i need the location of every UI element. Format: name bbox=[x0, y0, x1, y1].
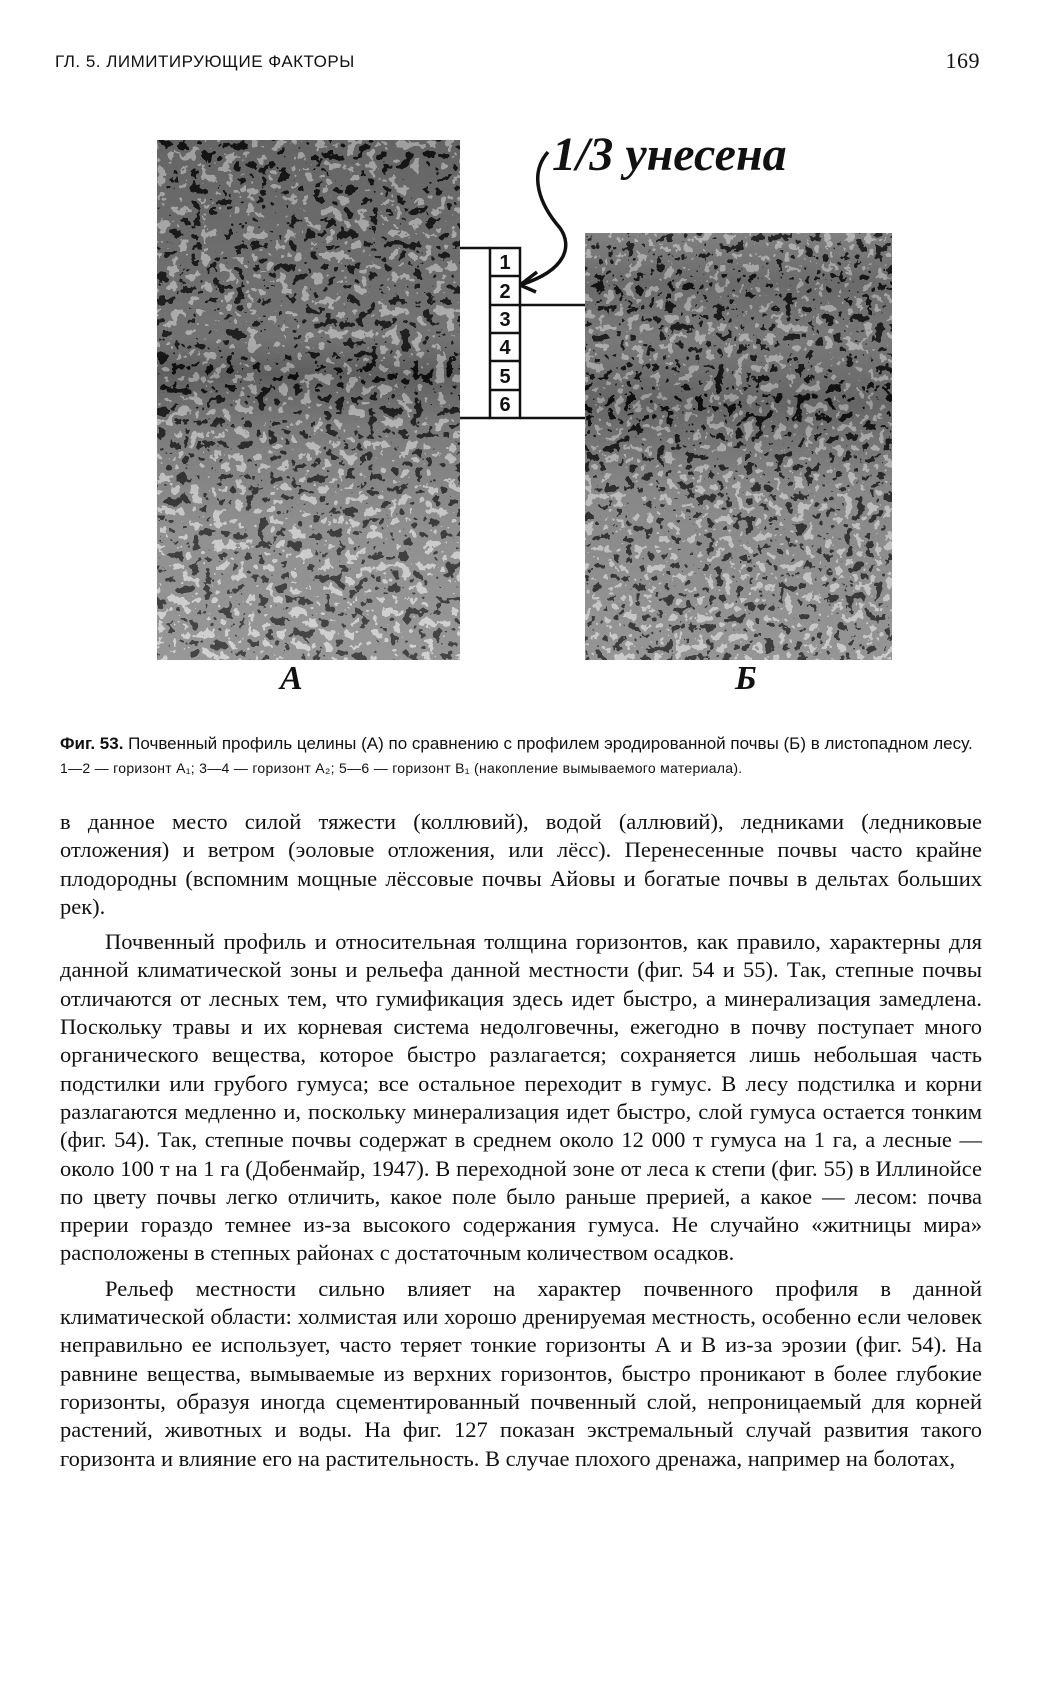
caption-text: Почвенный профиль целины (А) по сравнению с профилем эродированной почвы (Б) в листопадном лесу. bbox=[128, 734, 973, 753]
paragraph: в данное место силой тяжести (коллювий), водой (аллювий), ледниками (ледниковые отложения) и ветром (эоловые отложения, или лёсс). Перенесенные почвы часто крайне плодородны (вспомним мощные лёссовые почвы Айовы и богатые почвы в дельтах больших рек). bbox=[60, 809, 982, 919]
figure-label-b: Б bbox=[735, 660, 757, 697]
figure-caption bbox=[60, 733, 982, 779]
paragraph: Рельеф местности сильно влияет на характер почвенного профиля в данной климатической области: холмистая или хорошо дренируемая местность, особенно если человек неправильно ее использует, часто теряет тонкие горизонты А и В из-за эрозии (фиг. 54). На равнине вещества, вымываемые из верхних горизонтов, быстро проникают в более глубокие горизонты, образуя иногда сцементированный почвенный слой, непроницаемый для корней растений, животных и воды. На фиг. 127 показан экстремальный случай развития такого горизонта и влияние его на растительность. В случае плохого дренажа, например на болотах, bbox=[60, 1275, 982, 1471]
caption-legend: 1—2 — горизонт A₁; 3—4 — горизонт A₂; 5—6 — горизонт B₁ (накопление вымываемого материала). bbox=[60, 760, 743, 776]
page-number: 169 bbox=[945, 48, 980, 73]
body-text bbox=[60, 808, 982, 1473]
chapter-title: ГЛ. 5. ЛИМИТИРУЮЩИЕ ФАКТОРЫ bbox=[55, 52, 355, 71]
figure-53 bbox=[0, 0, 1038, 720]
figure-annotations bbox=[0, 0, 1038, 720]
figure-label-a: А bbox=[280, 660, 303, 697]
horizon-number: 6 bbox=[499, 394, 511, 416]
horizon-number: 4 bbox=[499, 337, 511, 359]
figure-number: Фиг. 53. bbox=[60, 734, 124, 753]
horizon-number: 5 bbox=[499, 366, 511, 388]
horizon-number: 3 bbox=[499, 309, 511, 331]
horizon-number: 1 bbox=[499, 252, 511, 274]
horizon-number: 2 bbox=[499, 281, 511, 303]
erosion-annotation: 1/3 унесена bbox=[552, 128, 787, 181]
paragraph: Почвенный профиль и относительная толщина горизонтов, как правило, характерны для данной климатической зоны и рельефа данной местности (фиг. 54 и 55). Так, степные почвы отличаются от лесных тем, что гумификация здесь идет быстро, а минерализация замедлена. Поскольку травы и их корневая система недолговечны, ежегодно в почву поступает много органического вещества, которое быстро разлагается; сохраняется лишь небольшая часть подстилки или грубого гумуса; все остальное переходит в гумус. В лесу подстилка и корни разлагаются медленно и, поскольку минерализация идет быстро, слой гумуса остается тонким (фиг. 54). Так, степные почвы содержат в среднем около 12 000 т гумуса на 1 га, а лесные — около 100 т на 1 га (Добенмайр, 1947). В переходной зоне от леса к степи (фиг. 55) в Иллинойсе по цвету почвы легко отличить, какое поле было раньше прерией, а какое — лесом: почва прерии гораздо темнее из-за высокого содержания гумуса. Не случайно «житницы мира» расположены в степных районах с достаточным количеством осадков. bbox=[60, 929, 982, 1266]
